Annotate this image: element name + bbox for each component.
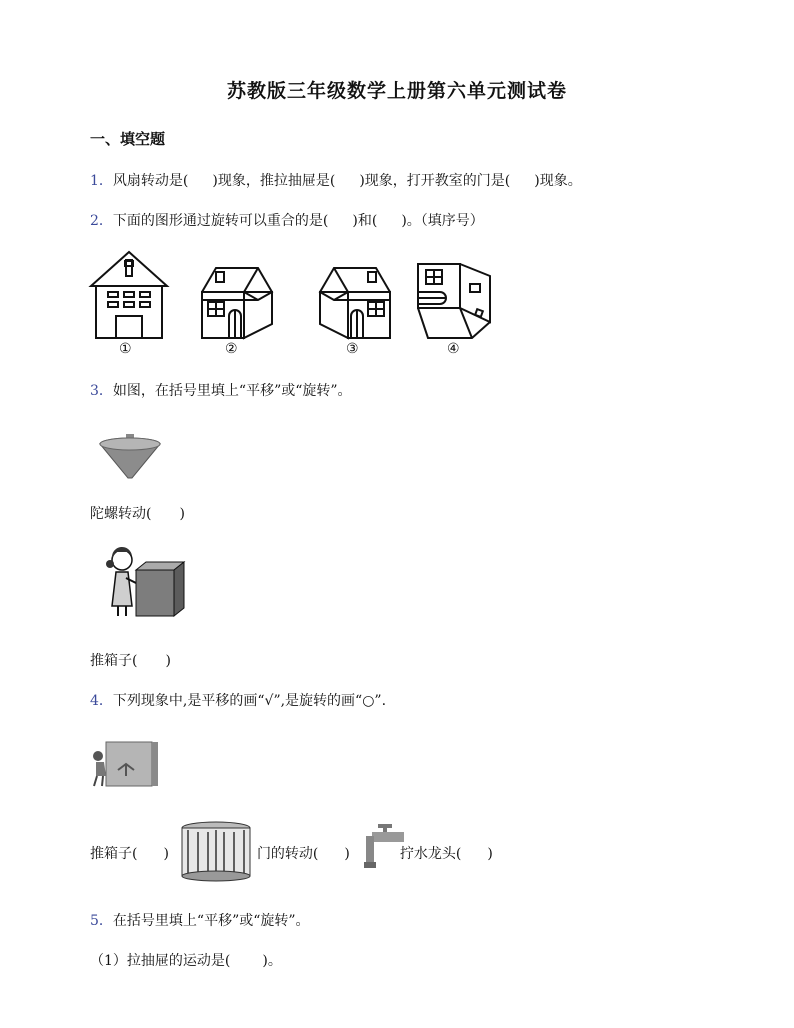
girl-pushing-box-picture [100,540,186,620]
question-5 [90,910,310,930]
question-3 [90,380,352,400]
item-spinning-top [90,503,185,523]
faucet-picture [364,822,406,870]
figure-label-3: ③ [346,341,359,357]
person-pushing-box-picture [88,740,162,788]
question-4-items [90,843,493,863]
house-figure-2 [198,260,280,340]
item-text: 推箱子( [90,653,138,669]
question-text: 在括号里填上“平移”或“旋转”。 [112,913,310,929]
item-text: 推箱子( [90,846,138,862]
question-text: )现象，打开教室的门是( [359,173,511,189]
item-text: 陀螺转动( [90,506,152,522]
question-text: 风扇转动是( [112,173,189,189]
figure-label-4: ④ [447,341,460,357]
revolving-door-picture [178,820,254,882]
item-text: 拧水龙头( [399,846,462,862]
hospital-house-figure [88,248,170,340]
item-text: ) [344,846,350,862]
question-2 [90,210,484,230]
question-number: 2． [90,213,113,229]
house-figure-3 [312,260,394,340]
page-title: 苏教版三年级数学上册第六单元测试卷 [226,80,567,102]
item-text: ) [179,506,185,522]
item-text: )。 [262,953,282,969]
question-text: )。（填序号） [401,213,484,229]
question-number: 1． [90,173,113,189]
question-5-sub-1 [90,950,282,970]
question-text: )现象，推拉抽屉是( [212,173,336,189]
question-text: 下面的图形通过旋转可以重合的是( [112,213,329,229]
question-number: 4． [90,693,113,709]
item-text: （1）拉抽屉的运动是( [90,953,231,969]
question-text: )和( [352,213,378,229]
figure-label-2: ② [225,341,238,357]
question-text: )现象。 [534,173,582,189]
question-4 [90,690,386,710]
question-1 [90,170,582,190]
rotated-house-figure-4 [414,262,496,342]
question-number: 5． [90,913,113,929]
question-text: 如图，在括号里填上“平移”或“旋转”。 [112,383,352,399]
item-text: ) [487,846,493,862]
item-text: 门的转动( [256,846,319,862]
item-text: ) [163,846,169,862]
item-text: ) [165,653,171,669]
spinning-top-picture [98,432,164,480]
figure-label-1: ① [119,341,132,357]
question-text: 下列现象中,是平移的画“√”,是旋转的画“○”. [112,693,387,709]
question-number: 3． [90,383,113,399]
section-heading: 一、填空题 [90,130,166,148]
item-push-box [90,650,171,670]
